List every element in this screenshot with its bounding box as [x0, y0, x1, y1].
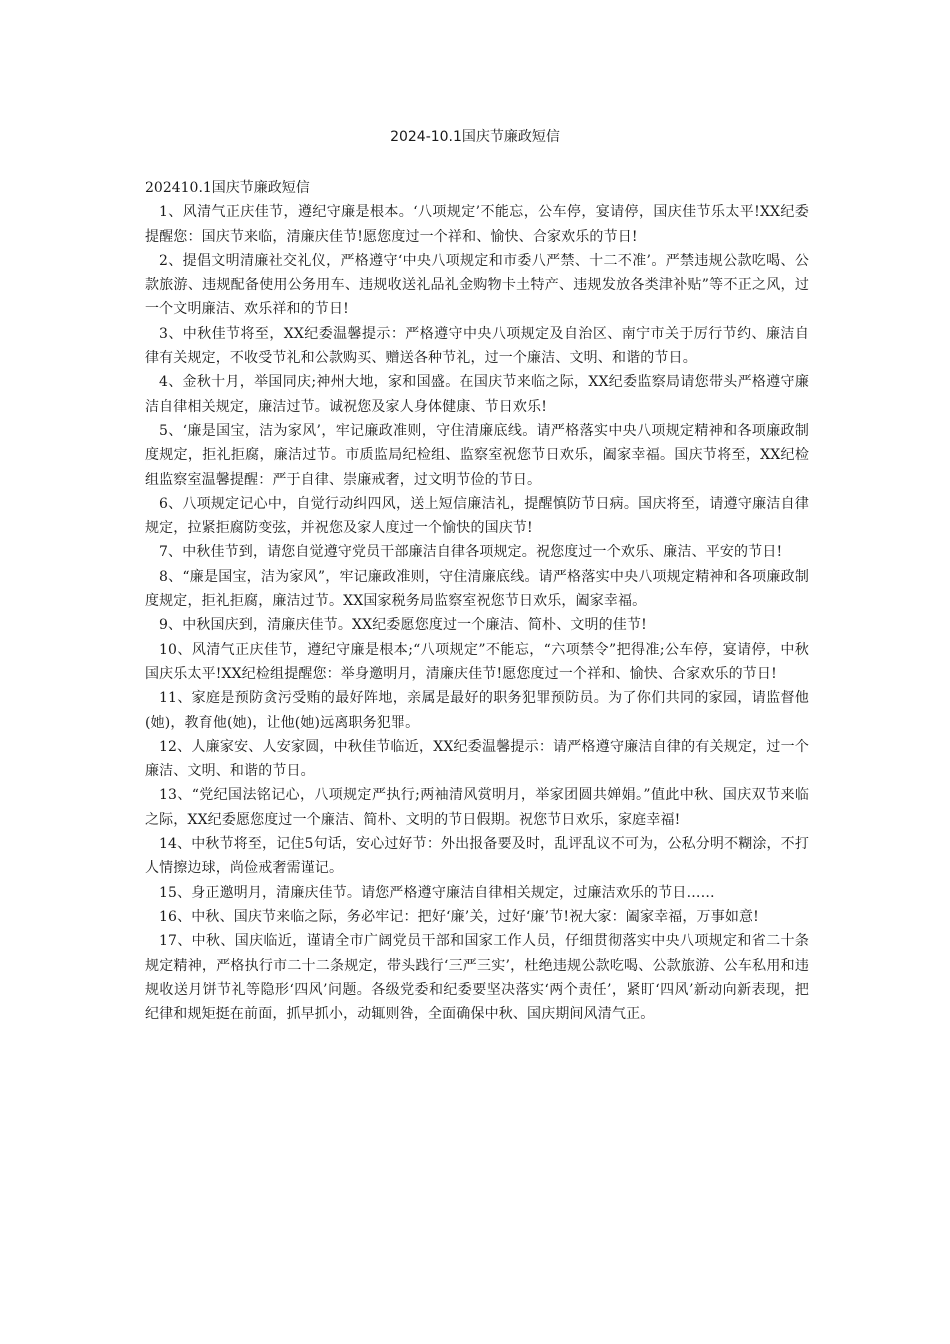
- message-item-1: 1、风清气正庆佳节，遵纪守廉是根本。‘八项规定’不能忘，公车停，宴请停，国庆佳节乐太平!XX纪委提醒您：国庆节来临，清廉庆佳节!愿您度过一个祥和、愉快、合家欢乐的节日!: [145, 204, 809, 245]
- message-item-3: 3、中秋佳节将至，XX纪委温馨提示：严格遵守中央八项规定及自治区、南宁市关于厉行节约、廉洁自律有关规定，不收受节礼和公款购买、赠送各种节礼，过一个廉洁、文明、和谐的节日。: [145, 325, 809, 367]
- message-item-12: 12、人廉家安、人安家圆，中秋佳节临近，XX纪委温馨提示：请严格遵守廉洁自律的有关规定，过一个廉洁、文明、和谐的节日。: [145, 738, 809, 780]
- message-item-2: 2、提倡文明清廉社交礼仪，严格遵守‘中央八项规定和市委八严禁、十二不准’。严禁违规公款吃喝、公款旅游、违规配备使用公务用车、违规收送礼品礼金购物卡土特产、违规发放各类津补贴”等不正之风，过一个文明廉洁、欢乐祥和的节日!: [145, 252, 809, 318]
- message-item-13: 13、“党纪国法铭记心，八项规定严执行;两袖清风赏明月，举家团圆共婵娟。”值此中秋、国庆双节来临之际，XX纪委愿您度过一个廉洁、简朴、文明的节日假期。祝您节日欢乐，家庭幸福!: [145, 787, 809, 828]
- message-item-16: 16、中秋、国庆节来临之际，务必牢记：把好‘廉’关，过好‘廉’节!祝大家：阖家幸福，万事如意!: [159, 908, 759, 925]
- message-item-9: 9、中秋国庆到，清廉庆佳节。XX纪委愿您度过一个廉洁、简朴、文明的佳节!: [159, 617, 647, 634]
- document-subtitle: 202410.1国庆节廉政短信: [145, 180, 310, 196]
- message-item-10: 10、风清气正庆佳节，遵纪守廉是根本;“八项规定”不能忘，“六项禁令”把得准;公车停，宴请停，中秋国庆乐太平!XX纪检组提醒您：举身邀明月，清廉庆佳节!愿您度过一个祥和、愉快、合家欢乐的节日!: [145, 641, 809, 682]
- message-item-11: 11、家庭是预防贪污受贿的最好阵地，亲属是最好的职务犯罪预防员。为了你们共同的家园，请监督他(她)，教育他(她)，让他(她)远离职务犯罪。: [145, 690, 809, 731]
- message-item-8: 8、“廉是国宝，洁为家风”，牢记廉政准则，守住清廉底线。请严格落实中央八项规定精神和各项廉政制度规定，拒礼拒腐，廉洁过节。XX国家税务局监察室祝您节日欢乐，阖家幸福。: [145, 568, 809, 610]
- document-body: [145, 176, 809, 1026]
- document-title: 2024-10.1国庆节廉政短信: [390, 129, 560, 145]
- message-item-6: 6、八项规定记心中，自觉行动纠四风，送上短信廉洁礼，提醒慎防节日病。国庆将至，请遵守廉洁自律规定，拉紧拒腐防变弦，并祝您及家人度过一个愉快的国庆节!: [145, 495, 809, 537]
- message-item-5: 5、‘廉是国宝，洁为家风’，牢记廉政准则，守住清廉底线。请严格落实中央八项规定精神和各项廉政制度规定，拒礼拒腐，廉洁过节。市质监局纪检组、监察室祝您节日欢乐，阖家幸福。国庆节将至，XX纪检组监察室温馨提醒：严于自律、崇廉戒奢，过文明节俭的节日。: [145, 422, 809, 488]
- message-item-14: 14、中秋节将至，记住5句话，安心过好节：外出报备要及时，乱评乱议不可为，公私分明不糊涂，不打人情擦边球，尚俭戒奢需谨记。: [145, 836, 809, 877]
- message-item-4: 4、金秋十月，举国同庆;神州大地，家和国盛。在国庆节来临之际，XX纪委监察局请您带头严格遵守廉洁自律相关规定，廉洁过节。诚祝您及家人身体健康、节日欢乐!: [145, 374, 809, 415]
- message-list: [145, 200, 809, 1026]
- message-item-7: 7、中秋佳节到，请您自觉遵守党员干部廉洁自律各项规定。祝您度过一个欢乐、廉洁、平安的节日!: [159, 544, 783, 561]
- message-item-15: 15、身正邀明月，清廉庆佳节。请您严格遵守廉洁自律相关规定，过廉洁欢乐的节日……: [159, 884, 715, 901]
- message-item-17: 17、中秋、国庆临近，谨请全市广阔党员干部和国家工作人员，仔细贯彻落实中央八项规定和省二十条规定精神，严格执行市二十二条规定，带头践行‘三严三实’，杜绝违规公款吃喝、公款旅游、公车私用和违规收送月饼节礼等隐形‘四风’问题。各级党委和纪委要坚决落实‘两个责任’，紧盯‘四风’新动向新表现，把纪律和规矩挺在前面，抓早抓小，动辄则咎，全面确保中秋、国庆期间风清气正。: [145, 933, 809, 1023]
